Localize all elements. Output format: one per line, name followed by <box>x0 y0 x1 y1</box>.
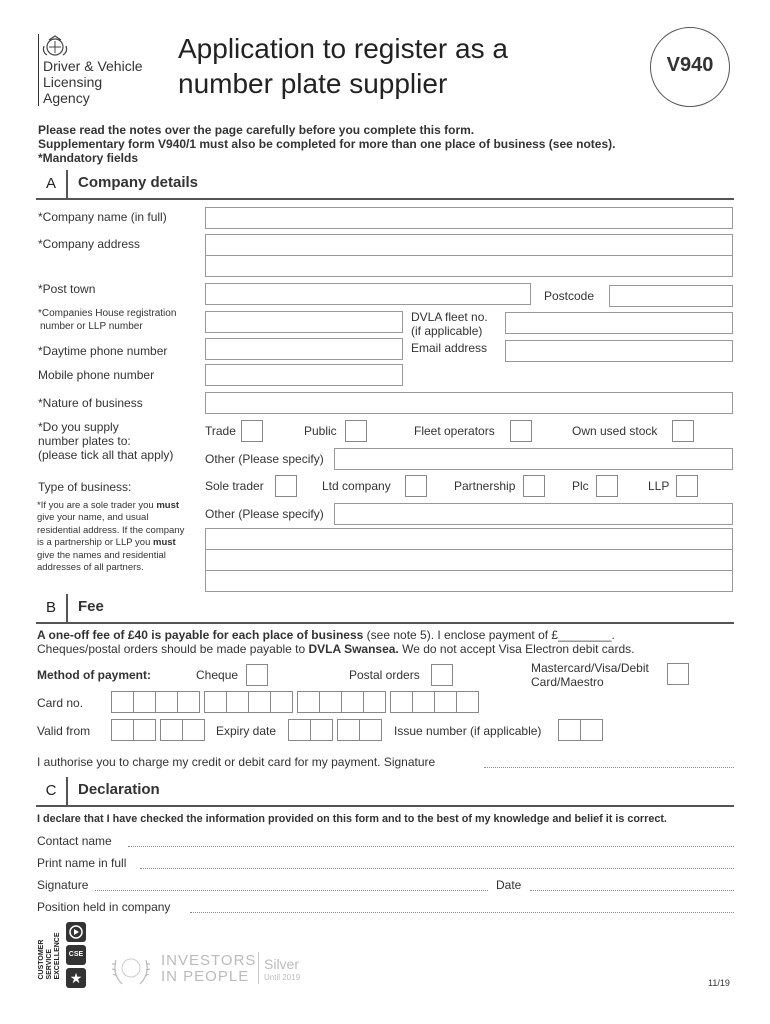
card-number-digit-1[interactable] <box>133 691 156 713</box>
company-address-label: *Company address <box>38 237 141 251</box>
iip-silver: Silver <box>264 956 300 972</box>
type-of-business-note <box>37 500 185 574</box>
cse-star-icon: ★ <box>66 968 86 988</box>
valid-from-digit-2[interactable] <box>160 719 183 741</box>
type-option-sole-trader: Sole trader <box>205 479 264 493</box>
supply-label-2: number plates to: <box>38 434 131 448</box>
investors-in-people-logo <box>108 946 308 992</box>
fleet-number-input[interactable] <box>505 312 733 334</box>
type-note-must-1: must <box>156 500 180 511</box>
mobile-phone-label: Mobile phone number <box>38 368 155 382</box>
supply-option-trade: Trade <box>205 424 236 438</box>
form-version: 11/19 <box>708 978 730 988</box>
card-number-digit-12[interactable] <box>390 691 413 713</box>
supply-fleet-checkbox[interactable] <box>510 420 532 442</box>
card-number-label: Card no. <box>37 696 84 710</box>
supply-trade-checkbox[interactable] <box>241 420 263 442</box>
type-other-input[interactable] <box>334 503 733 525</box>
type-option-ltd: Ltd company <box>322 479 391 493</box>
agency-name-line1: Driver & Vehicle <box>43 58 143 74</box>
supply-other-input[interactable] <box>334 448 733 470</box>
daytime-phone-input[interactable] <box>205 338 403 360</box>
daytime-phone-label: *Daytime phone number <box>38 344 168 358</box>
method-postal-checkbox[interactable] <box>431 664 453 686</box>
agency-rule <box>38 34 39 106</box>
company-address-input-1[interactable] <box>205 234 733 256</box>
expiry-date-digit-3[interactable] <box>359 719 382 741</box>
cse-badge-icon <box>66 945 86 965</box>
nature-of-business-input[interactable] <box>205 392 733 414</box>
iip-line2: IN PEOPLE <box>161 968 250 985</box>
partner-details-input-1[interactable] <box>205 528 733 550</box>
iip-line1: INVESTORS <box>161 952 257 969</box>
postcode-input[interactable] <box>609 285 733 307</box>
card-signature-line[interactable] <box>484 767 734 768</box>
section-c-header <box>36 777 734 807</box>
issue-number-boxes[interactable] <box>558 719 602 741</box>
form-title-line1: Application to register as a <box>178 33 508 64</box>
card-number-digit-15[interactable] <box>456 691 479 713</box>
card-number-digit-0[interactable] <box>111 691 134 713</box>
companies-house-input[interactable] <box>205 311 403 333</box>
post-town-label: *Post town <box>38 282 96 296</box>
partner-details-input-3[interactable] <box>205 570 733 592</box>
card-number-digit-11[interactable] <box>363 691 386 713</box>
declaration-signature-line[interactable] <box>95 890 488 891</box>
fee-statement-bold: A one-off fee of £40 is payable for each place of business <box>37 628 364 642</box>
type-option-plc: Plc <box>572 479 589 493</box>
type-note-must-2: must <box>153 537 176 549</box>
contact-name-label: Contact name <box>37 834 112 848</box>
print-name-label: Print name in full <box>37 856 127 870</box>
cheque-statement <box>37 642 634 656</box>
declaration-statement: I declare that I have checked the information provided on this form and to the best of my knowledge and belief it is correct. <box>37 813 667 825</box>
agency-name-line3: Agency <box>43 90 90 106</box>
supply-option-public: Public <box>304 424 337 438</box>
type-plc-checkbox[interactable] <box>596 475 618 497</box>
card-number-boxes[interactable] <box>111 691 473 713</box>
method-of-payment-label: Method of payment: <box>37 668 151 682</box>
email-label: Email address <box>411 341 488 355</box>
card-number-digit-14[interactable] <box>434 691 457 713</box>
declaration-signature-label: Signature <box>37 878 89 892</box>
intro-line1: Please read the notes over the page carefully before you complete this form. <box>38 123 475 137</box>
card-number-digit-3[interactable] <box>177 691 200 713</box>
email-input[interactable] <box>505 340 733 362</box>
type-note-part3: give the names and residential addresses of all partners. <box>37 549 166 574</box>
valid-from-digit-1[interactable] <box>133 719 156 741</box>
cheque-payee: DVLA Swansea. <box>308 642 399 656</box>
section-a-header <box>36 170 734 200</box>
iip-until: Until 2019 <box>264 973 301 982</box>
cse-line2: SERVICE <box>46 948 53 980</box>
authorise-statement: I authorise you to charge my credit or debit card for my payment. Signature <box>37 755 436 769</box>
expiry-date-digit-1[interactable] <box>310 719 333 741</box>
valid-from-label: Valid from <box>37 724 91 738</box>
partner-details-input-2[interactable] <box>205 549 733 571</box>
declaration-date-label: Date <box>496 878 522 892</box>
supply-other-label: Other (Please specify) <box>205 452 324 466</box>
card-number-digit-2[interactable] <box>155 691 178 713</box>
card-number-digit-5[interactable] <box>226 691 249 713</box>
method-cheque-label: Cheque <box>196 668 239 682</box>
section-a-title: Company details <box>78 174 199 191</box>
cse-line1: CUSTOMER <box>38 939 45 980</box>
type-partnership-checkbox[interactable] <box>523 475 545 497</box>
intro-line3: *Mandatory fields <box>38 151 139 165</box>
type-ltd-checkbox[interactable] <box>405 475 427 497</box>
method-cheque-checkbox[interactable] <box>246 664 268 686</box>
valid-from-digit-3[interactable] <box>182 719 205 741</box>
cse-text <box>36 922 64 990</box>
card-number-digit-10[interactable] <box>341 691 364 713</box>
section-a-letter: A <box>36 170 68 198</box>
expiry-date-boxes[interactable] <box>288 719 380 741</box>
form-code: V940 <box>666 54 714 76</box>
type-llp-checkbox[interactable] <box>676 475 698 497</box>
cheque-post: We do not accept Visa Electron debit cards. <box>398 642 635 656</box>
card-number-digit-4[interactable] <box>204 691 227 713</box>
section-b-title: Fee <box>78 598 104 615</box>
type-option-llp: LLP <box>648 479 670 493</box>
print-name-line[interactable] <box>140 868 734 869</box>
post-town-input[interactable] <box>205 283 531 305</box>
issue-number-digit-0[interactable] <box>558 719 581 741</box>
mobile-phone-input[interactable] <box>205 364 403 386</box>
iip-divider <box>258 952 259 984</box>
nature-of-business-label: *Nature of business <box>38 396 143 410</box>
cse-logo <box>36 920 98 992</box>
type-of-business-label: Type of business: <box>38 480 132 494</box>
section-c-title: Declaration <box>78 781 160 798</box>
method-card-checkbox[interactable] <box>667 663 689 685</box>
expiry-date-digit-2[interactable] <box>337 719 360 741</box>
agency-name-line2: Licensing <box>43 74 103 90</box>
section-c-letter: C <box>36 777 68 805</box>
position-line[interactable] <box>190 912 734 913</box>
company-address-input-2[interactable] <box>205 255 733 277</box>
method-postal-label: Postal orders <box>349 668 420 682</box>
cse-line3: EXCELLENCE <box>54 932 61 980</box>
contact-name-line[interactable] <box>128 846 734 847</box>
cse-badge-text: CSE <box>68 951 84 958</box>
type-note-part1: *If you are a sole trader you <box>37 500 154 511</box>
fee-statement-rest: (see note 5). I enclose payment of £________. <box>363 628 615 642</box>
type-note-part2: give your name, and usual residential address. If the company is a partnership or LLP you <box>37 512 185 549</box>
issue-number-digit-1[interactable] <box>580 719 603 741</box>
type-sole-trader-checkbox[interactable] <box>275 475 297 497</box>
issue-number-label: Issue number (if applicable) <box>394 724 542 738</box>
position-label: Position held in company <box>37 900 171 914</box>
cheque-pre: Cheques/postal orders should be made payable to <box>37 642 309 656</box>
expiry-date-label: Expiry date <box>216 724 277 738</box>
type-option-partnership: Partnership <box>454 479 516 493</box>
agency-crest-icon <box>40 34 70 58</box>
section-b-header <box>36 594 734 624</box>
supply-public-checkbox[interactable] <box>345 420 367 442</box>
expiry-date-digit-0[interactable] <box>288 719 311 741</box>
supply-option-own-stock: Own used stock <box>572 424 658 438</box>
card-number-digit-9[interactable] <box>319 691 342 713</box>
laurel-wreath-icon <box>108 946 154 992</box>
card-number-digit-13[interactable] <box>412 691 435 713</box>
section-b-letter: B <box>36 594 68 622</box>
company-name-input[interactable] <box>205 207 733 229</box>
method-card-label-2: Card/Maestro <box>531 675 604 689</box>
intro-line2: Supplementary form V940/1 must also be completed for more than one place of business (see notes). <box>38 137 616 151</box>
declaration-date-line[interactable] <box>530 890 734 891</box>
form-title-line2: number plate supplier <box>178 68 448 99</box>
fleet-label-1: DVLA fleet no. <box>411 310 488 324</box>
type-other-label: Other (Please specify) <box>205 507 324 521</box>
fleet-label-2: (if applicable) <box>411 324 483 338</box>
postcode-label: Postcode <box>544 289 595 303</box>
card-number-digit-7[interactable] <box>270 691 293 713</box>
form-code-badge <box>650 27 730 107</box>
method-card-label-1: Mastercard/Visa/Debit <box>531 661 649 675</box>
card-number-digit-6[interactable] <box>248 691 271 713</box>
card-number-digit-8[interactable] <box>297 691 320 713</box>
valid-from-digit-0[interactable] <box>111 719 134 741</box>
supply-own-stock-checkbox[interactable] <box>672 420 694 442</box>
fee-statement <box>37 628 615 642</box>
supply-option-fleet: Fleet operators <box>414 424 495 438</box>
supply-label-1: *Do you supply <box>38 420 119 434</box>
company-name-label: *Company name (in full) <box>38 210 167 224</box>
companies-house-label-1: *Companies House registration <box>38 308 177 319</box>
supply-label-3: (please tick all that apply) <box>38 448 174 462</box>
companies-house-label-2: number or LLP number <box>40 321 143 332</box>
valid-from-boxes[interactable] <box>111 719 203 741</box>
cse-play-icon <box>66 922 86 942</box>
